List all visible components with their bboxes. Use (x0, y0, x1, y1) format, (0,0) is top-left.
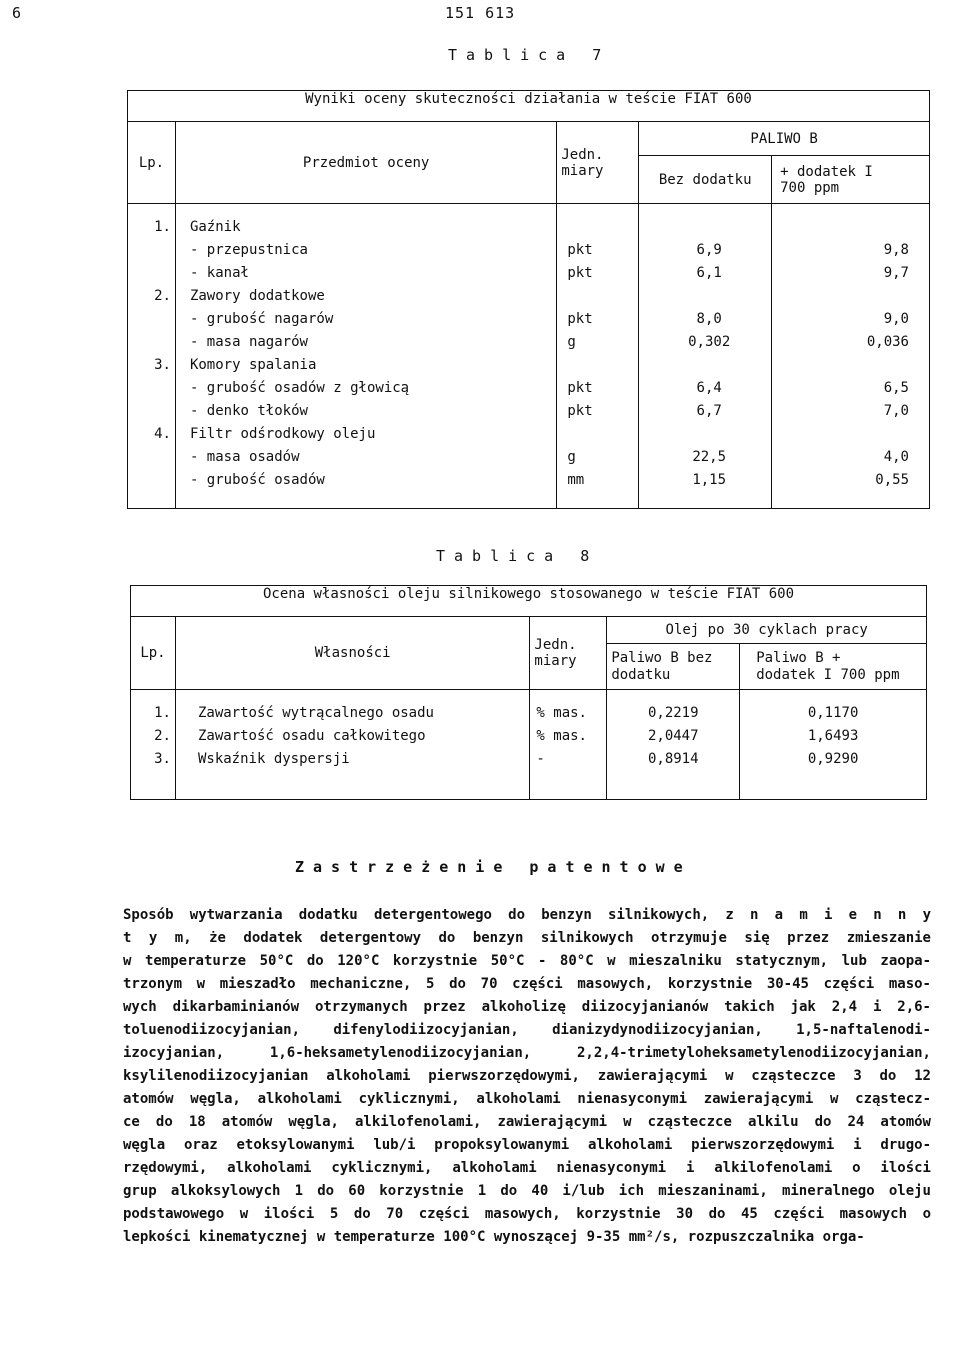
row-value-without: 0,2219 (607, 690, 740, 726)
table8-header-unit: Jedn. miary (530, 617, 607, 690)
row-name: Filtr odśrodkowy oleju (175, 423, 556, 446)
table-row (128, 423, 930, 446)
row-value-without (639, 423, 772, 446)
row-lp (128, 331, 176, 354)
table8-header-with: Paliwo B + dodatek I 700 ppm (740, 644, 927, 690)
patent-text-line: Sposób wytwarzania dodatku detergentowego do benzyn silnikowych, z n a m i e n n y (123, 907, 931, 923)
row-value-with (772, 285, 930, 308)
row-unit (557, 285, 639, 308)
table8-header-lp: Lp. (131, 617, 176, 690)
row-value-without: 6,9 (639, 239, 772, 262)
row-value-with: 0,1170 (807, 705, 859, 721)
row-value-without (639, 354, 772, 377)
patent-text-line: ksylilenodiizocyjanian alkoholami pierwszorzędowymi, zawierającymi w cząsteczce 3 do 12 (123, 1068, 931, 1084)
row-value-without: 1,15 (639, 469, 772, 509)
patent-text-line: lepkości kinematycznej w temperaturze 100°C wynoszącej 9-35 mm²/s, rozpuszczalnika orga- (123, 1229, 865, 1245)
row-lp: 3. (128, 354, 176, 377)
row-value-without (639, 204, 772, 240)
table8-title: Tablica 8 (436, 547, 599, 565)
row-unit: - (530, 748, 607, 800)
table7-header-subject: Przedmiot oceny (175, 122, 556, 204)
table8 (130, 585, 927, 800)
row-lp (128, 377, 176, 400)
row-lp (128, 239, 176, 262)
row-value-with: 9,8 (883, 242, 909, 258)
row-lp (128, 469, 176, 509)
patent-text-line: t y m, że dodatek detergentowy do benzyn silnikowych otrzymuje się przez zmieszanie (123, 930, 931, 946)
row-unit (557, 204, 639, 240)
row-value-with (772, 204, 930, 240)
row-unit: g (557, 331, 639, 354)
table-row (128, 377, 930, 400)
row-value-without: 6,4 (639, 377, 772, 400)
row-name: - grubość osadów z głowicą (175, 377, 556, 400)
table-row (131, 690, 927, 726)
row-value-with: 9,7 (883, 265, 909, 281)
row-unit: mm (557, 469, 639, 509)
table7-header-unit: Jedn. miary (557, 122, 639, 204)
row-name: - grubość osadów (175, 469, 556, 509)
row-name: Zawory dodatkowe (175, 285, 556, 308)
row-name: Zawartość wytrącalnego osadu (175, 690, 529, 726)
row-unit: pkt (557, 400, 639, 423)
row-name: - denko tłoków (175, 400, 556, 423)
table7-title: Tablica 7 (448, 46, 611, 64)
table-row (128, 308, 930, 331)
row-value-with: 1,6493 (807, 728, 859, 744)
row-name: - masa nagarów (175, 331, 556, 354)
row-value-without: 22,5 (639, 446, 772, 469)
row-lp (128, 446, 176, 469)
row-lp: 1. (131, 690, 176, 726)
table-row (128, 331, 930, 354)
row-name: - grubość nagarów (175, 308, 556, 331)
row-lp: 2. (128, 285, 176, 308)
row-name: Wskaźnik dyspersji (175, 748, 529, 800)
table-row (128, 469, 930, 509)
row-name: Komory spalania (175, 354, 556, 377)
table7-header-fuel: PALIWO B (639, 122, 930, 156)
row-value-without: 6,1 (639, 262, 772, 285)
row-value-without: 0,8914 (607, 748, 740, 800)
row-unit: pkt (557, 377, 639, 400)
patent-text-line: atomów węgla, alkoholami cyklicznymi, alkoholami nienasyconymi zawierającymi w cząstecz- (123, 1091, 931, 1107)
row-lp: 1. (128, 204, 176, 240)
patent-text-line: trzonym w mieszadło mechaniczne, 5 do 70 części masowych, korzystnie 30-45 części maso- (123, 976, 931, 992)
row-lp (128, 308, 176, 331)
table-row (128, 239, 930, 262)
row-value-with (772, 423, 930, 446)
row-value-with: 9,0 (883, 311, 909, 327)
table-row (128, 400, 930, 423)
patent-text-line: węgla oraz etoksylowanymi lub/i propoksylowanymi alkoholami pierwszorzędowymi i drugo- (123, 1137, 931, 1153)
patent-text-line: izocyjanian, 1,6-heksametylenodiizocyjanian, 2,2,4-trimetyloheksametylenodiizocyjanian, (123, 1045, 931, 1061)
patent-text-line: toluenodiizocyjanian, difenylodiizocyjanian, dianizydynodiizocyjanian, 1,5-naftalenodi- (123, 1022, 931, 1038)
table7-header-with: + dodatek I 700 ppm (772, 156, 930, 204)
document-number: 151 613 (445, 4, 516, 22)
row-name: - masa osadów (175, 446, 556, 469)
table8-header-without: Paliwo B bez dodatku (607, 644, 740, 690)
row-name: - kanał (175, 262, 556, 285)
row-lp (128, 400, 176, 423)
row-lp: 4. (128, 423, 176, 446)
row-lp (128, 262, 176, 285)
row-value-without: 8,0 (639, 308, 772, 331)
patent-claim-text (123, 904, 931, 1249)
table7-header-without: Bez dodatku (639, 156, 772, 204)
table7-header-lp: Lp. (128, 122, 176, 204)
patent-text-line: wych dikarbaminianów otrzymanych przez alkoholizę diizocyjanianów takich jak 2,4 i 2,6- (123, 999, 931, 1015)
row-value-with: 4,0 (883, 449, 909, 465)
table8-caption: Ocena własności oleju silnikowego stosowanego w teście FIAT 600 (131, 586, 927, 617)
row-value-with (772, 354, 930, 377)
row-value-with: 0,55 (875, 472, 909, 488)
row-value-without: 6,7 (639, 400, 772, 423)
row-lp: 2. (131, 725, 176, 748)
patent-text-line: ce do 18 atomów węgla, alkilofenolami, zawierającymi w cząsteczce alkilu do 24 atomów (123, 1114, 931, 1130)
row-value-without (639, 285, 772, 308)
row-name: Gaźnik (175, 204, 556, 240)
row-value-with: 6,5 (883, 380, 909, 396)
row-value-without: 2,0447 (607, 725, 740, 748)
row-unit: % mas. (530, 690, 607, 726)
row-unit: g (557, 446, 639, 469)
row-unit: % mas. (530, 725, 607, 748)
row-value-with: 0,9290 (807, 751, 859, 767)
row-value-with: 0,036 (866, 334, 909, 350)
row-unit (557, 354, 639, 377)
row-name: Zawartość osadu całkowitego (175, 725, 529, 748)
row-lp: 3. (131, 748, 176, 800)
row-name: - przepustnica (175, 239, 556, 262)
row-unit: pkt (557, 262, 639, 285)
table-row (131, 725, 927, 748)
table8-header-property: Własności (175, 617, 529, 690)
patent-text-line: w temperaturze 50°C do 120°C korzystnie 50°C - 80°C w mieszalniku statycznym, lub zaopa- (123, 953, 931, 969)
row-unit: pkt (557, 239, 639, 262)
table7 (127, 90, 930, 509)
table8-header-oil: Olej po 30 cyklach pracy (607, 617, 927, 644)
table-row (128, 285, 930, 308)
page-number: 6 (12, 4, 22, 22)
patent-text-line: grup alkoksylowych 1 do 60 korzystnie 1 do 40 i/lub ich mieszaninami, mineralnego oleju (123, 1183, 931, 1199)
table-row (128, 354, 930, 377)
table-row (128, 204, 930, 240)
table-row (128, 262, 930, 285)
patent-text-line: rzędowymi, alkoholami cyklicznymi, alkoholami nienasyconymi i alkilofenolami o ilości (123, 1160, 931, 1176)
row-value-with: 7,0 (883, 403, 909, 419)
row-unit (557, 423, 639, 446)
row-unit: pkt (557, 308, 639, 331)
patent-text-line: podstawowego w ilości 5 do 70 części masowych, korzystnie 30 do 45 części masowych o (123, 1206, 931, 1222)
patent-claim-title: Zastrzeżenie patentowe (295, 858, 692, 876)
table-row (131, 748, 927, 800)
table7-caption: Wyniki oceny skuteczności działania w teście FIAT 600 (128, 91, 930, 122)
row-value-without: 0,302 (639, 331, 772, 354)
table-row (128, 446, 930, 469)
